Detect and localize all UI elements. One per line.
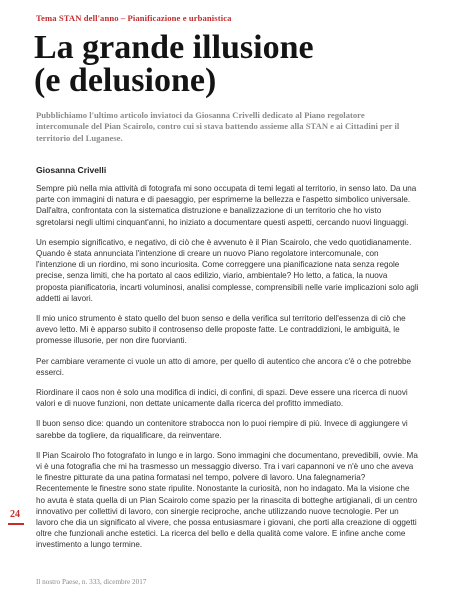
body-paragraph: Il buon senso dice: quando un contenitore strabocca non lo puoi riempire di più. Invece di aggiungere vi sarebbe da togliere, da riqualificare, da reinventare. <box>36 419 408 440</box>
article-title <box>34 31 314 97</box>
body-paragraph: Il mio unico strumento è stato quello del buon senso e della verifica sul territorio dell'essenza di ciò che avevo letto. Mi è apparso subito il controsenso delle proposte fatte. Le contraddizioni, le ambiguità, le promesse illusorie, per non dire fuorvianti. <box>36 314 406 346</box>
page-footer: Il nostro Paese, n. 333, dicembre 2017 <box>36 578 147 586</box>
page-number-rule <box>8 523 24 525</box>
section-kicker: Tema STAN dell'anno – Pianificazione e urbanistica <box>36 13 232 23</box>
article-lead: Pubblichiamo l'ultimo articolo inviatoci da Giosanna Crivelli dedicato al Piano regolatore intercomunale del Pian Scairolo, contro cui si stava battendo assieme alla STAN e ai Cittadini per il territorio del Luganese. <box>36 110 400 143</box>
body-paragraph: Riordinare il caos non è solo una modifica di indici, di confini, di spazi. Deve essere una ricerca di nuovi valori e di nuove funzioni, non dettate unicamente dalla ricerca del profitto immediato. <box>36 388 408 409</box>
body-paragraph: Sempre più nella mia attività di fotografa mi sono occupata di temi legati al territorio, in senso lato. Da una parte con immagini di natura e di paesaggio, per esprimerne la bellezza e l'aspetto simbolico universale. Dall'altra, confrontata con la sistematica distruzione e banalizzazione di un territorio che ho visto sgretolarsi negli ultimi cinquant'anni, ho iniziato a documentare questi aspetti, cercando nuovi linguaggi. <box>36 184 417 227</box>
body-paragraph: Il Pian Scairolo l'ho fotografato in lungo e in largo. Sono immagini che documentano, prevedibili, ovvie. Ma vi è una fotografia che mi ha trasmesso un messaggio diverso. Tra i vari capannoni ve n'è uno che aveva le finestre pitturate da una patina formatasi nel tempo, polvere di lavoro. Una falegnameria? Recentemente le finestre sono state ripulite. Nonostante la curiosità, non ho indagato. Ma la visione che ho avuta è stata quella di un Pian Scairolo come spazio per la rinascita di botteghe artigianali, di un centro innovativo per collettivi di lavoro, con sinergie reciproche, anche utilizzando nuove tecnologie. Per un lavoro che dia un significato al vivere, che possa entusiasmare i giovani, che porti alla creazione di oggetti oltre che funzionali anche estetici. La ricerca del bello e della qualità come valore. E infine anche come investimento a lungo termine. <box>36 450 418 550</box>
page-number: 24 <box>10 509 20 520</box>
article-author: Giosanna Crivelli <box>36 165 107 175</box>
body-paragraph: Per cambiare veramente ci vuole un atto di amore, per quello di autentico che ancora c'è o che potrebbe esserci. <box>36 356 412 377</box>
article-title-line-1: La grande illusione <box>34 29 314 66</box>
article-body <box>36 183 420 560</box>
body-paragraph: Un esempio significativo, e negativo, di ciò che è avvenuto è il Pian Scairolo, che vedo quotidianamente. Quando è stata annunciata l'intenzione di creare un nuovo Piano regolatore intercomunale, con l'intenzione di un riordino, mi sono incuriosita. Come correggere una pianificazione nata senza regole precise, senza limiti, che ha portato al caos edilizio, viario, ambientale? Ho letto, a fatica, la nuova proposta pianificatoria, incarti voluminosi, analisi complesse, comprensibili nelle varie implicazioni solo agli addetti ai lavori. <box>36 237 419 303</box>
article-title-line-2: (e delusione) <box>34 62 217 99</box>
